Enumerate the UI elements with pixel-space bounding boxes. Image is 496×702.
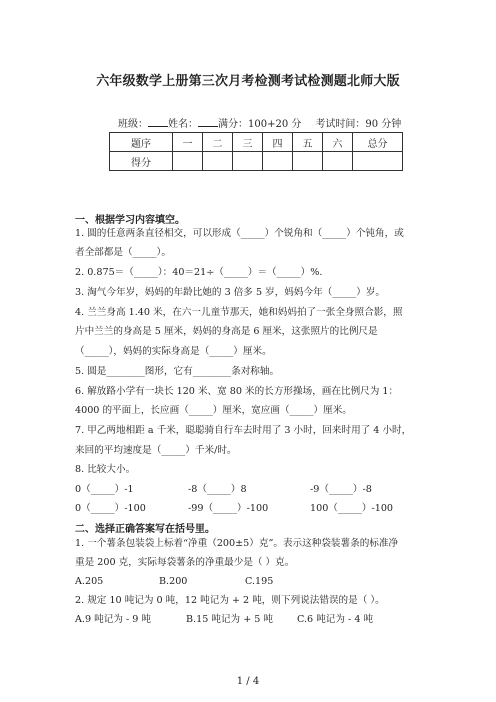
header-cell: 四	[263, 133, 293, 152]
compare-item: 0（_____）-100	[75, 503, 146, 514]
question-line: 2. 规定 10 吨记为 0 吨，12 吨记为 + 2 吨，则下列说法错误的是（ ）。	[75, 595, 385, 606]
question-line: 2. 0.875＝（_____）：40＝21÷（_____）＝（_____）%.	[75, 267, 323, 278]
name-label: 姓名：	[168, 119, 198, 130]
score-cell[interactable]	[233, 152, 263, 171]
class-blank	[148, 117, 168, 127]
question-line: （_____），妈妈的实际身高是（_____）厘米。	[75, 346, 272, 357]
class-label: 班级：	[118, 119, 148, 130]
score-table	[109, 132, 403, 171]
exam-meta	[118, 115, 401, 130]
page-number: 1 / 4	[236, 676, 260, 687]
score-cell[interactable]	[203, 152, 233, 171]
question-line: 1. 圆的任意两条直径相交，可以形成（_____）个锐角和（_____）个钝角，或	[75, 228, 404, 239]
header-cell: 六	[323, 133, 353, 152]
compare-item: -9（_____）-8	[310, 484, 372, 495]
header-cell: 题序	[110, 133, 173, 152]
question-line: 来回的平均速度是（_____）千米/时。	[75, 445, 237, 456]
section2-heading: 二、选择正确答案写在括号里。	[75, 524, 215, 535]
score-table-score-row	[110, 152, 403, 171]
question-line: 7. 甲乙两地相距 a 千米，聪聪骑自行车去时用了 3 小时，回来时用了 4 小时，	[75, 425, 412, 436]
score-cell[interactable]	[353, 152, 403, 171]
score-cell[interactable]	[293, 152, 323, 171]
header-cell: 二	[203, 133, 233, 152]
option: A.205	[75, 576, 104, 587]
score-cell[interactable]	[323, 152, 353, 171]
full-marks: 满分：100+20 分	[218, 119, 302, 130]
option: B.200	[159, 576, 188, 587]
score-table-header-row	[110, 133, 403, 152]
question-line: 者全部都是（_____）。	[75, 247, 171, 258]
section1-heading: 一、根据学习内容填空。	[75, 215, 185, 226]
header-cell: 总分	[353, 133, 403, 152]
score-cell[interactable]	[263, 152, 293, 171]
header-cell: 一	[173, 133, 203, 152]
compare-item: -99（_____）-100	[188, 503, 269, 514]
option: C.195	[245, 576, 274, 587]
name-blank	[198, 117, 218, 127]
header-cell: 五	[293, 133, 323, 152]
question-line: 4000 的平面上，长应画（_____）厘米，宽应画（_____）厘米。	[75, 405, 352, 416]
exam-time: 考试时间：90 分钟	[315, 119, 402, 130]
question-line: 重是 200 克，实际每袋薯条的净重最少是（ ）克。	[75, 557, 295, 568]
option: A.9 吨记为 - 9 吨	[75, 614, 152, 625]
compare-item: -8（_____）8	[188, 484, 247, 495]
compare-item: 0（_____）-1	[75, 484, 134, 495]
page-title: 六年级数学上册第三次月考检测考试检测题北师大版	[96, 74, 400, 89]
option: B.15 吨记为 + 5 吨	[186, 614, 274, 625]
header-cell: 三	[233, 133, 263, 152]
score-cell[interactable]	[173, 152, 203, 171]
question-line: 1. 一个薯条包装袋上标着“净重（200±5）克”。表示这种袋装薯条的标准净	[75, 538, 399, 549]
question-line: 6. 解放路小学有一块长 120 米、宽 80 米的长方形操场，画在比例尺为 1：	[75, 386, 399, 397]
question-line: 8. 比较大小。	[75, 464, 136, 475]
compare-item: 100（_____）-100	[310, 503, 394, 514]
question-line: 片中兰兰的身高是 5 厘米，妈妈的身高是 6 厘米，这张照片的比例尺是	[75, 326, 378, 337]
option: C.6 吨记为 - 4 吨	[297, 614, 374, 625]
question-line: 3. 淘气今年岁，妈妈的年龄比她的 3 倍多 5 岁，妈妈今年（_____）岁。	[75, 287, 386, 298]
question-line: 5. 圆是________图形，它有________条对称轴。	[75, 366, 280, 377]
question-line: 4. 兰兰身高 1.40 米，在六一儿童节那天，她和妈妈拍了一张全身照合影，照	[75, 307, 403, 318]
score-row-label: 得分	[110, 152, 173, 171]
